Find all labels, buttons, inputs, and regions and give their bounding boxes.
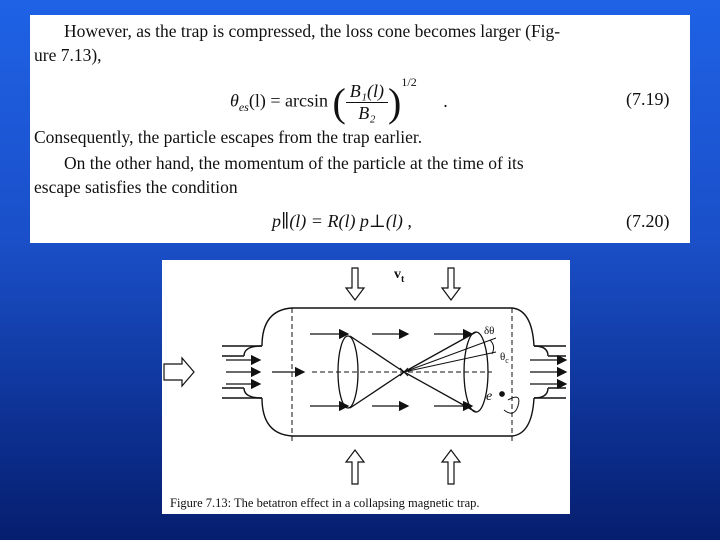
text-panel <box>30 15 690 243</box>
eq1-exponent: 1/2 <box>401 74 417 89</box>
eq1-period: . <box>443 90 448 111</box>
paragraph-line: ure 7.13), <box>34 45 102 65</box>
theta-c-label: $\theta_c$ <box>500 351 509 365</box>
equation-number: (7.19) <box>626 89 670 109</box>
figure-caption: Figure 7.13: The betatron effect in a collapsing magnetic trap. <box>170 496 480 510</box>
eq1-theta: θ <box>230 90 239 111</box>
eq1-fraction <box>346 81 388 124</box>
eq1-theta-sub: es <box>238 100 249 115</box>
betatron-diagram <box>162 260 570 514</box>
vessel-bottom <box>262 398 534 436</box>
electron-label: e <box>486 389 493 404</box>
paragraph-line: However, as the trap is compressed, the loss cone becomes larger (Fig- <box>64 21 561 41</box>
equation-number: (7.20) <box>626 211 670 231</box>
compress-arrow-top <box>442 268 460 300</box>
eq1-denominator: B₂ <box>358 103 376 123</box>
compress-arrow-top <box>346 268 364 300</box>
equation-7-19 <box>230 74 448 126</box>
delta-theta-label: δθ <box>484 325 495 337</box>
right-paren: ) <box>388 80 402 125</box>
eq1-arg: (l) = <box>248 90 281 111</box>
eq1-func: arcsin <box>284 90 328 111</box>
inlet-arrow <box>164 358 194 386</box>
compress-arrow-bottom <box>442 450 460 484</box>
left-paren: ( <box>332 80 346 125</box>
figure-panel <box>162 260 570 514</box>
eq1-numerator: B₁(l) <box>346 81 388 103</box>
paragraph-line: On the other hand, the momentum of the particle at the time of its <box>64 153 524 173</box>
vt-label: $v_t$ <box>394 267 405 285</box>
compress-arrow-bottom <box>346 450 364 484</box>
equation-7-20: p∥(l) = R(l) p⊥(l) , <box>272 211 412 231</box>
paragraph-line: escape satisfies the condition <box>34 177 238 197</box>
paragraph-line: Consequently, the particle escapes from the trap earlier. <box>34 127 423 147</box>
